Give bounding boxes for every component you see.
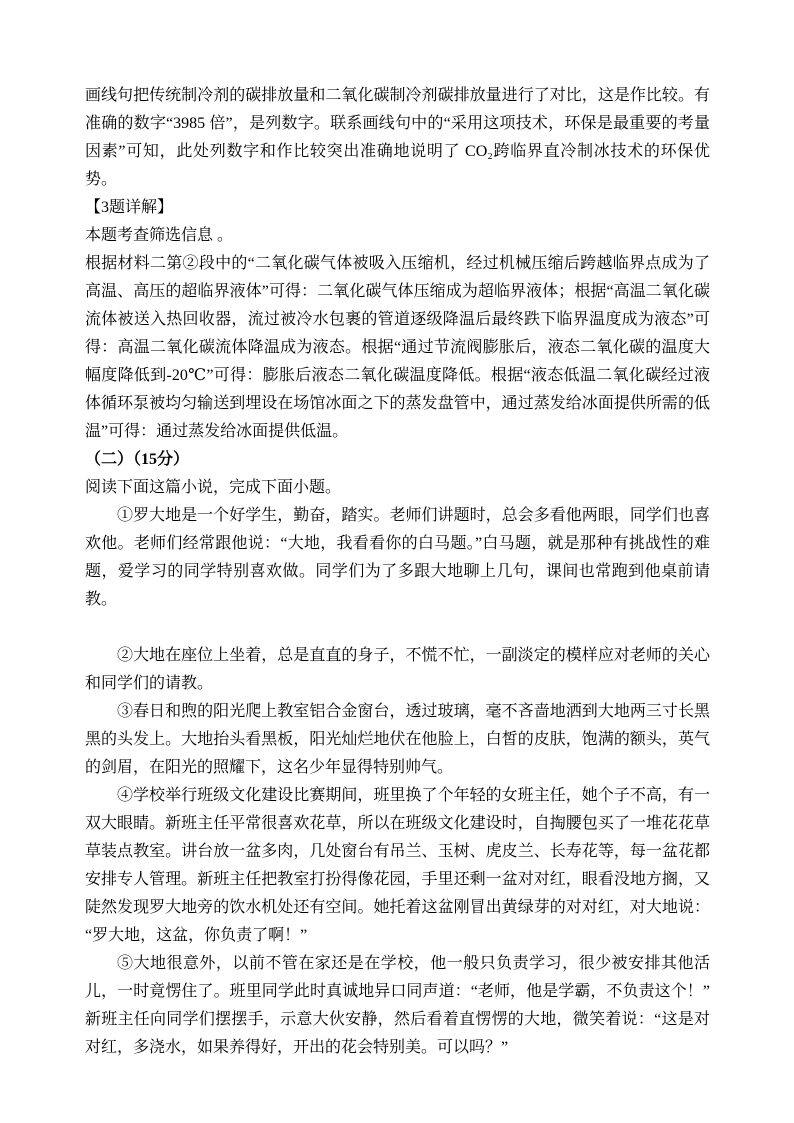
paragraph-answer-2-analysis: 画线句把传统制冷剂的碳排放量和二氧化碳制冷剂碳排放量进行了对比，这是作比较。有准确的数字“3985 倍”，是列数字。联系画线句中的“采用这项技术，环保是最重要的考量因素”可知，此处列数字和作比较突出准确地说明了 CO₂跨临界直冷制冰技术的环保优势。 <box>85 87 710 188</box>
question-3-point: 本题考查筛选信息 。 <box>85 227 234 244</box>
document-body <box>85 82 710 1062</box>
story-paragraph-2: ②大地在座位上坐着，总是直直的身子，不慌不忙，一副淡定的模样应对老师的关心和同学们的请教。 <box>85 647 710 692</box>
story-paragraph-3: ③春日和煦的阳光爬上教室铝合金窗台，透过玻璃，毫不吝啬地洒到大地两三寸长黑黑的头发上。大地抬头看黑板，阳光灿烂地伏在他脸上，白皙的皮肤，饱满的额头，英气的剑眉，在阳光的照耀下，这名少年显得特别帅气。 <box>85 703 710 776</box>
story-paragraph-4: ④学校举行班级文化建设比赛期间，班里换了个年轻的女班主任，她个子不高，有一双大眼睛。新班主任平常很喜欢花草，所以在班级文化建设时，自掏腰包买了一堆花花草草装点教室。讲台放一盆多肉，几处窗台有吊兰、玉树、虎皮兰、长寿花等，每一盆花都安排专人管理。新班主任把教室打扮得像花园，手里还剩一盆对对红，眼看没地方搁，又陡然发现罗大地旁的饮水机处还有空间。她托着这盆刚冒出黄绿芽的对对红，对大地说：“罗大地，这盆，你负责了啊！” <box>85 787 710 944</box>
story-paragraph-1: ①罗大地是一个好学生，勤奋，踏实。老师们讲题时，总会多看他两眼，同学们也喜欢他。老师们经常跟他说：“大地，我看看你的白马题。”白马题，就是那种有挑战性的难题，爱学习的同学特别喜欢做。同学们为了多跟大地聊上几句，课间也常跑到他桌前请教。 <box>85 507 710 608</box>
section-2-heading: （二）（15分） <box>85 451 190 468</box>
reading-instruction: 阅读下面这篇小说，完成下面小题。 <box>85 479 342 496</box>
story-paragraph-5: ⑤大地很意外，以前不管在家还是在学校，他一般只负责学习，很少被安排其他活儿，一时竟愣住了。班里同学此时真诚地异口同声道：“老师，他是学霸，不负责这个！”新班主任向同学们摆摆手，示意大伙安静，然后看着直愣愣的大地，微笑着说：“这是对对红，多浇水，如果养得好，开出的花会特别美。可以吗？” <box>85 955 710 1056</box>
question-3-detail-heading: 【3题详解】 <box>85 199 174 216</box>
question-3-analysis: 根据材料二第②段中的“二氧化碳气体被吸入压缩机，经过机械压缩后跨越临界点成为了高温、高压的超临界液体”可得：二氧化碳气体压缩成为超临界液体；根据“高温二氧化碳流体被送入热回收器，流过被冷水包裹的管道逐级降温后最终跌下临界温度成为液态”可得：高温二氧化碳流体降温成为液态。根据“通过节流阀膨胀后，液态二氧化碳的温度大幅度降低到-20℃”可得：膨胀后液态二氧化碳温度降低。根据“液态低温二氧化碳经过液体循环泵被均匀输送到埋设在场馆冰面之下的蒸发盘管中，通过蒸发给冰面提供所需的低温”可得：通过蒸发给冰面提供低温。 <box>85 255 710 440</box>
